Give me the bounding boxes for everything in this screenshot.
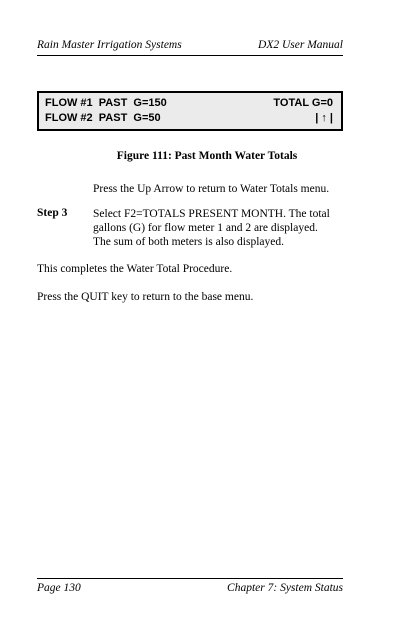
- lcd-row-2: [45, 111, 333, 126]
- lcd-row-1: [45, 96, 333, 111]
- step-3-line-1: Select F2=TOTALS PRESENT MONTH. The total: [93, 208, 330, 220]
- lcd-flow2-text: FLOW #2 PAST G=50: [45, 112, 161, 124]
- page-header: [37, 37, 343, 56]
- lcd-flow1-text: FLOW #1 PAST G=150: [45, 97, 167, 109]
- page-footer: [37, 578, 343, 597]
- footer-chapter: Chapter 7: System Status: [227, 582, 343, 594]
- step-3-line-3: The sum of both meters is also displayed.: [93, 236, 284, 248]
- lcd-display: [37, 91, 343, 131]
- lcd-total-text: TOTAL G=0: [273, 97, 333, 109]
- step-3-line-2: gallons (G) for flow meter 1 and 2 are displayed.: [93, 222, 318, 234]
- footer-page-number: Page 130: [37, 582, 81, 594]
- header-company: Rain Master Irrigation Systems: [37, 39, 182, 51]
- step-3-label: Step 3: [37, 207, 68, 219]
- paragraph-quit: Press the QUIT key to return to the base menu.: [37, 291, 254, 303]
- paragraph-completion: This completes the Water Total Procedure.: [37, 263, 233, 275]
- paragraph-up-arrow: Press the Up Arrow to return to Water Totals menu.: [93, 183, 330, 195]
- figure-caption: Figure 111: Past Month Water Totals: [116, 150, 298, 162]
- header-manual-title: DX2 User Manual: [258, 39, 343, 51]
- step-3-text: [93, 207, 351, 249]
- lcd-up-arrow-indicator: | ↑ |: [315, 112, 333, 124]
